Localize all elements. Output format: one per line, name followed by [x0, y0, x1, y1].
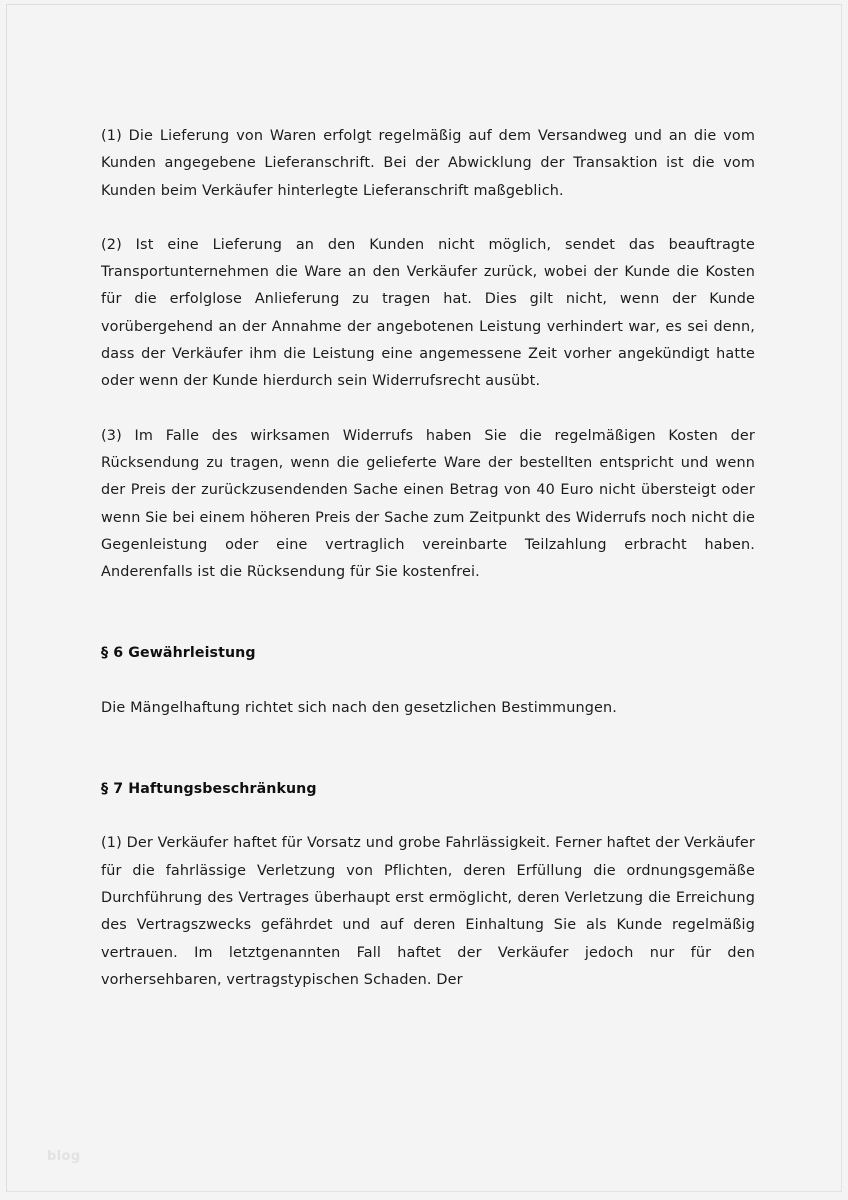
paragraph-delivery-1: (1) Die Lieferung von Waren erfolgt regelmäßig auf dem Versandweg und an die vom Kunden angegebene Lieferanschrift. Bei der Abwicklung der Transaktion ist die vom Kunden beim Verkäufer hinterlegte Lieferanschrift maßgeblich. [101, 128, 755, 199]
page-watermark: blog [47, 1149, 81, 1164]
paragraph-spacer [101, 205, 755, 232]
paragraph-warranty-body: Die Mängelhaftung richtet sich nach den gesetzlichen Bestimmungen. [101, 699, 618, 716]
heading-spacer [101, 586, 755, 640]
paragraph-spacer [101, 396, 755, 423]
heading-spacer [101, 803, 755, 830]
heading-spacer [101, 668, 755, 695]
paragraph-delivery-3: (3) Im Falle des wirksamen Widerrufs haben Sie die regelmäßigen Kosten der Rücksendung zu tragen, wenn die gelieferte Ware der bestellten entspricht und wenn der Preis der zurückzusendenden Sache einen Betrag von 40 Euro nicht übersteigt oder wenn Sie bei einem höheren Preis der Sache zum Zeitpunkt des Widerrufs noch nicht die Gegenleistung oder eine vertraglich vereinbarte Teilzahlung erbracht haben. Anderenfalls ist die Rücksendung für Sie kostenfrei. [101, 427, 755, 581]
document-page-sheet [6, 4, 842, 1192]
heading-paragraph-7: § 7 Haftungsbeschränkung [101, 781, 317, 798]
paragraph-liability-1: (1) Der Verkäufer haftet für Vorsatz und grobe Fahrlässigkeit. Ferner haftet der Verkäufer für die fahrlässige Verletzung von Pflichten, deren Erfüllung die ordnungsgemäße Durchführung des Vertrages überhaupt erst ermöglicht, deren Verletzung die Erreichung des Vertragszwecks gefährdet und auf deren Einhaltung Sie als Kunde regelmäßig vertrauen. Im letztgenannten Fall haftet der Verkäufer jedoch nur für den vorhersehbaren, vertragstypischen Schaden. Der [101, 835, 755, 988]
heading-spacer [101, 722, 755, 776]
document-content-area [101, 123, 755, 994]
heading-paragraph-6: § 6 Gewährleistung [101, 645, 256, 662]
paragraph-delivery-2: (2) Ist eine Lieferung an den Kunden nicht möglich, sendet das beauftragte Transportunternehmen die Ware an den Verkäufer zurück, wobei der Kunde die Kosten für die erfolglose Anlieferung zu tragen hat. Dies gilt nicht, wenn der Kunde vorübergehend an der Annahme der angebotenen Leistung verhindert war, es sei denn, dass der Verkäufer ihm die Leistung eine angemessene Zeit vorher angekündigt hatte oder wenn der Kunde hierdurch sein Widerrufsrecht ausübt. [101, 236, 755, 390]
